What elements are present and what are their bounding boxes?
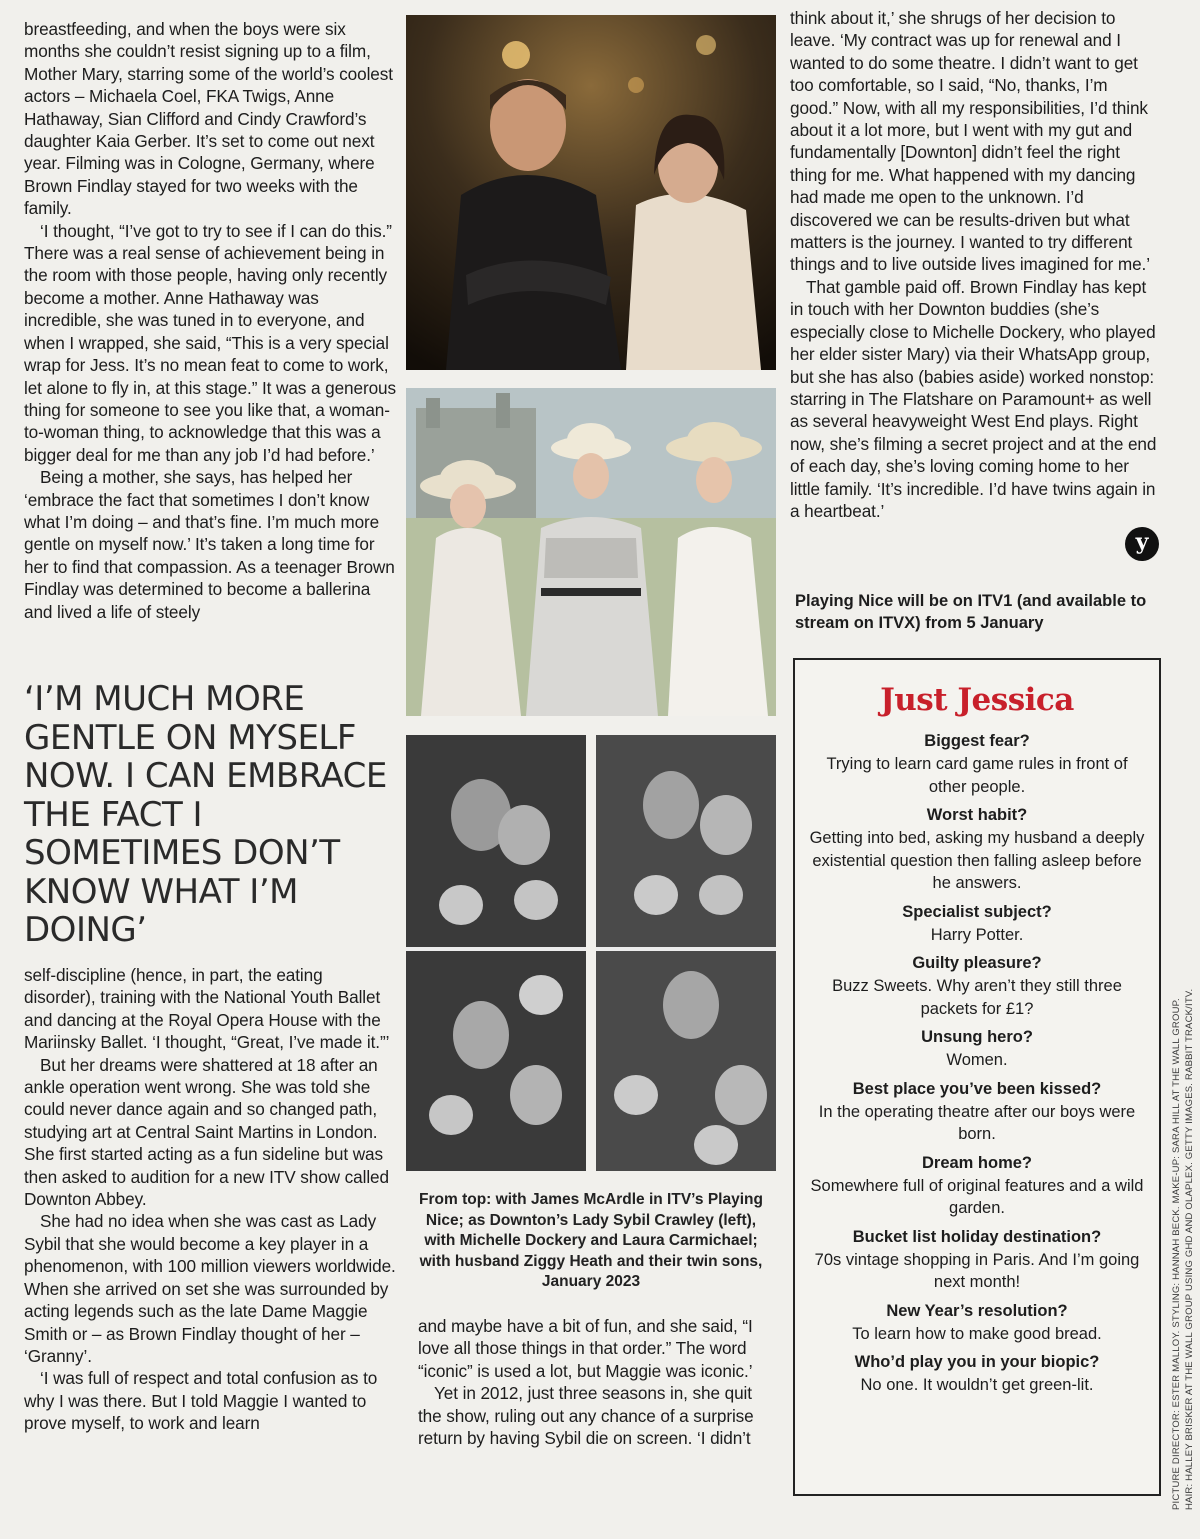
- sidebar-answer: Women.: [946, 1051, 1008, 1069]
- paragraph: ‘I thought, “I’ve got to try to see if I can do this.” There was a real sense of achievement being in the room with those people, having only recently become a mother. Anne Hathaway was incredible, she was tuned in to everyone, and when I wrapped, she said, “This is a very special wrap for Jess. It’s no mean feat to come to work, let alone to fly in, at this stage.” It was a generous thing for someone to see you like that, a woman-to-woman thing, to acknowledge that this was a bigger deal for me than any job I’d had before.’: [24, 220, 396, 465]
- sidebar-answer: Buzz Sweets. Why aren’t they still three packets for £1?: [832, 977, 1122, 1018]
- sidebar-answer: 70s vintage shopping in Paris. And I’m going next month!: [814, 1250, 1140, 1291]
- sidebar-title: Just Jessica: [880, 682, 1074, 718]
- sidebar-answer: Somewhere full of original features and a wild garden.: [810, 1176, 1144, 1217]
- sidebar-question: Worst habit?: [926, 806, 1028, 824]
- paragraph: That gamble paid off. Brown Findlay has kept in touch with her Downton buddies (she’s especially close to Michelle Dockery, who played her elder sister Mary) via their WhatsApp group, but she has also (babies aside) worked nonstop: starring in The Flatshare on Paramount+ as well as several heavyweight West End plays. Right now, she’s filming a secret project and at the end of each day, she’s loving coming home to her little family. ‘It’s incredible. I’d have twins again in a heartbeat.’: [790, 276, 1157, 521]
- sidebar-answer: Harry Potter.: [930, 925, 1024, 944]
- paragraph: Being a mother, she says, has helped her ‘embrace the fact that sometimes I don’t know what I’m doing – and that’s fine. I’m much more gentle on myself now.’ It’s taken a long time for her to find that compassion. As a teenager Brown Findlay was determined to become a ballerina and lived a life of steely: [24, 467, 395, 622]
- sidebar-qa-item: [809, 1351, 1145, 1397]
- sidebar-qa-item: [809, 952, 1145, 1020]
- sidebar-just-jessica: [793, 658, 1161, 1496]
- article-column-left-bottom: [24, 964, 396, 1435]
- sidebar-qa-item: [809, 730, 1145, 798]
- sidebar-qa-item: [809, 1226, 1145, 1294]
- sidebar-question: New Year’s resolution?: [886, 1301, 1068, 1320]
- broadcast-plug: Playing Nice will be on ITV1 (and available to stream on ITVX) from 5 January: [795, 592, 1147, 632]
- paragraph: breastfeeding, and when the boys were six months she couldn’t resist signing up to a film, Mother Mary, starring some of the world’s coolest actors – Michaela Coel, FKA Twigs, Anne Hathaway, Sian Clifford and Cindy Crawford’s daughter Kaia Gerber. It’s set to come out next year. Filming was in Cologne, Germany, where Brown Findlay stayed for two weeks with the family.: [24, 19, 393, 219]
- sidebar-qa-item: [809, 804, 1145, 895]
- sidebar-question: Biggest fear?: [924, 732, 1030, 750]
- sidebar-qa-item: [809, 901, 1145, 947]
- photo-downton-abbey: [406, 388, 776, 716]
- end-mark-logo: y: [1125, 527, 1159, 561]
- article-column-left-top: [24, 18, 396, 623]
- sidebar-answer: No one. It wouldn’t get green-lit.: [860, 1376, 1094, 1394]
- paragraph: think about it,’ she shrugs of her decision to leave. ‘My contract was up for renewal and I wanted to do some theatre. I didn’t want to get too comfortable, so I said, “No, thanks, I’m good.” Now, with all my responsibilities, I’d think about it a lot more, but I went with my gut and fundamentally [Downton] didn’t feel the right thing for me. What happened with my dancing had made me open to the unknown. I’d discovered we can be results-driven but what matters is the journey. I wanted to try different things and to live outside lives imagined for me.’: [790, 8, 1150, 275]
- sidebar-qa-list: [795, 730, 1159, 1397]
- photo-playing-nice: [406, 15, 776, 370]
- article-column-middle: [418, 1315, 778, 1449]
- sidebar-answer: Trying to learn card game rules in front of other people.: [826, 755, 1128, 796]
- sidebar-answer: To learn how to make good bread.: [852, 1324, 1102, 1343]
- credits-line: HAIR: HALLEY BRISKER AT THE WALL GROUP USING GHD AND OLAPLEX. GETTY IMAGES. RABBIT TRACK/ITV.: [1184, 988, 1195, 1510]
- sidebar-answer: Getting into bed, asking my husband a deeply existential question then falling asleep before he answers.: [809, 829, 1145, 892]
- paragraph: She had no idea when she was cast as Lady Sybil that she would become a key player in a phenomenon, with 100 million viewers worldwide. When she arrived on set she was surrounded by acting legends such as the late Dame Maggie Smith or – as Brown Findlay thought of her – ‘Granny’.: [24, 1211, 396, 1366]
- paragraph: and maybe have a bit of fun, and she said, “I love all those things in that order.” The word “iconic” is used a lot, but Maggie was iconic.’: [418, 1316, 753, 1381]
- sidebar-question: Best place you’ve been kissed?: [852, 1079, 1102, 1098]
- sidebar-qa-item: [809, 1078, 1145, 1146]
- photo-caption: From top: with James McArdle in ITV’s Playing Nice; as Downton’s Lady Sybil Crawley (left), with Michelle Dockery and Laura Carmichael; with husband Ziggy Heath and their twin sons, January 2023: [419, 1191, 763, 1290]
- article-column-right: [790, 7, 1160, 522]
- sidebar-question: Specialist subject?: [902, 902, 1052, 921]
- sidebar-qa-item: [809, 1026, 1145, 1072]
- photo-credits: [1170, 960, 1200, 1510]
- paragraph: But her dreams were shattered at 18 after an ankle operation went wrong. She was told she could never dance again and so changed path, studying art at Central Saint Martins in London. She first started acting as a fun sideline but was then asked to audition for a new ITV show called Downton Abbey.: [24, 1054, 389, 1210]
- sidebar-question: Dream home?: [921, 1153, 1033, 1172]
- paragraph: self-discipline (hence, in part, the eating disorder), training with the National Youth Ballet and dancing at the Royal Opera House with the Mariinsky Ballet. ‘I thought, “Great, I’ve made it.”’: [24, 965, 390, 1053]
- sidebar-question: Who’d play you in your biopic?: [854, 1353, 1100, 1371]
- photo-family-strip: [406, 735, 776, 1171]
- sidebar-question: Unsung hero?: [921, 1028, 1033, 1046]
- paragraph: ‘I was full of respect and total confusion as to why I was there. But I told Maggie I wanted to prove myself, to work and learn: [24, 1368, 378, 1434]
- pull-quote: ‘I’M MUCH MORE GENTLE ON MYSELF NOW. I CAN EMBRACE THE FACT I SOMETIMES DON’T KNOW WHAT I’M DOING’: [24, 679, 387, 950]
- sidebar-answer: In the operating theatre after our boys were born.: [818, 1102, 1136, 1143]
- sidebar-question: Guilty pleasure?: [912, 954, 1042, 972]
- paragraph: Yet in 2012, just three seasons in, she quit the show, ruling out any chance of a surprise return by having Sybil die on screen. ‘I didn’t: [418, 1383, 754, 1449]
- sidebar-qa-item: [809, 1300, 1145, 1346]
- sidebar-qa-item: [809, 1152, 1145, 1220]
- credits-line: PICTURE DIRECTOR: ESTER MALLOY. STYLING: HANNAH BECK. MAKE-UP: SARA HILL AT THE WALL GROUP.: [1171, 998, 1182, 1510]
- sidebar-question: Bucket list holiday destination?: [852, 1227, 1102, 1246]
